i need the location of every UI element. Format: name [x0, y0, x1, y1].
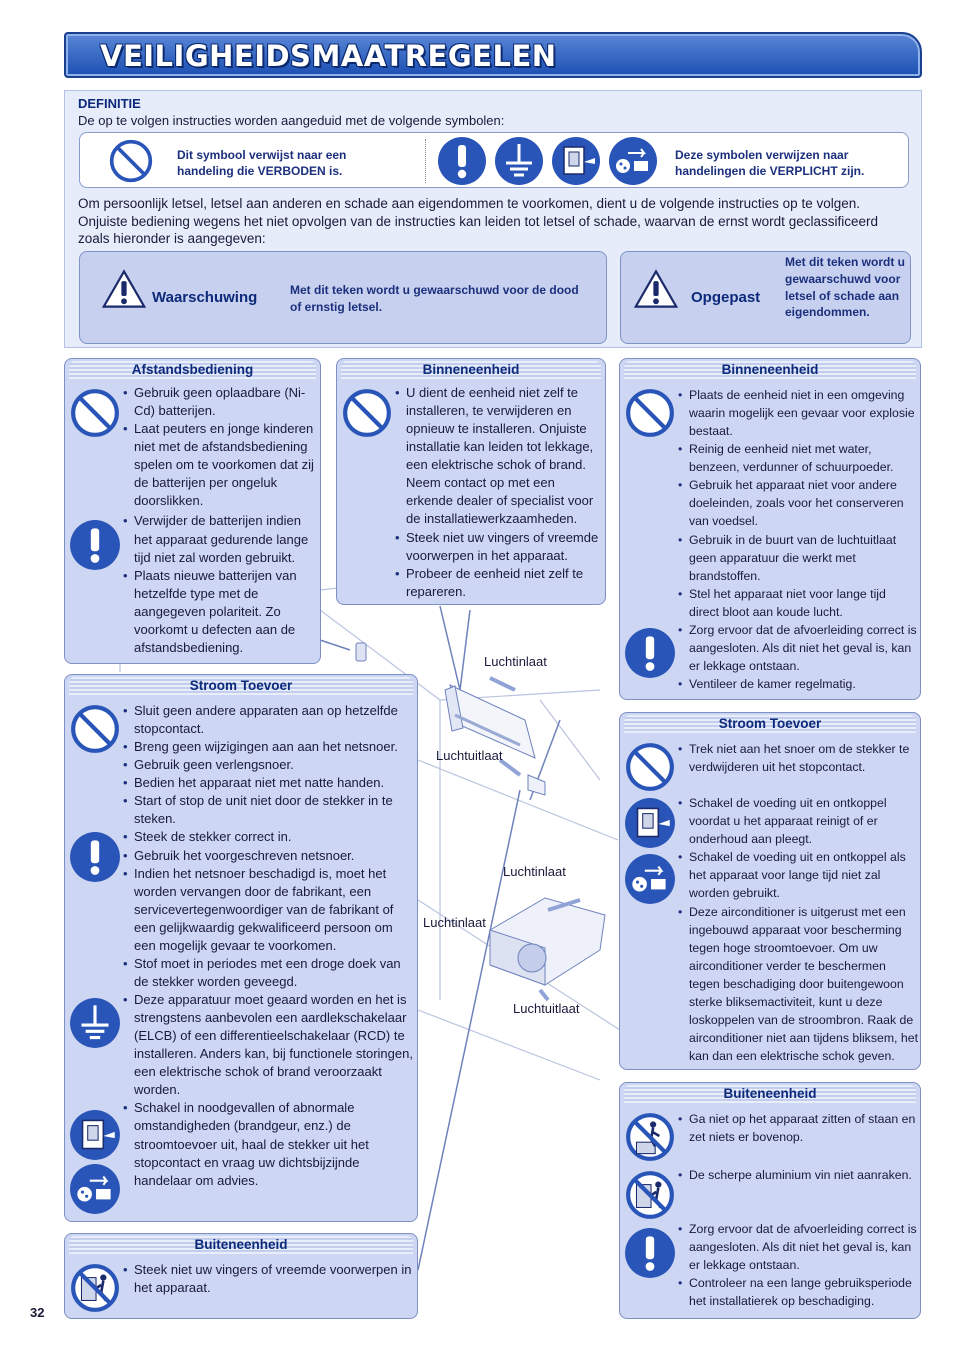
list-item: • Gebruik geen oplaadbare (Ni-Cd) batterijen.: [123, 384, 319, 420]
panel-remote-title: Afstandsbediening: [69, 361, 316, 379]
panel-power-right: [619, 712, 921, 1070]
label-luchtinlaat-1: Luchtinlaat: [484, 654, 547, 669]
panel-outdoor-left-title: Buiteneenheid: [69, 1236, 413, 1254]
warning-label: Waarschuwing: [152, 289, 258, 306]
panel-indoor-right-title: Binneneenheid: [624, 361, 916, 379]
unplug-icon: [624, 853, 676, 905]
panel-power-right-title: Stroom Toevoer: [624, 715, 916, 733]
list-item: • Ventileer de kamer regelmatig.: [678, 675, 918, 693]
list-item: • Probeer de eenheid niet zelf te repareren.: [395, 565, 603, 601]
list-item: • Gebruik in de buurt van de luchtuitlaat geen apparatuur die werkt met brandstoffen.: [678, 531, 918, 585]
prohibited-icon: [69, 387, 121, 439]
label-luchtinlaat-2: Luchtinlaat: [503, 864, 566, 879]
no-standing-icon: [624, 1111, 676, 1163]
no-hand-insertion-icon: [69, 1262, 121, 1314]
mandatory-icon: [69, 519, 121, 571]
prohibited-text: Dit symbool verwijst naar een handeling die VERBODEN is.: [177, 148, 347, 179]
list-item: • Steek de stekker correct in.: [123, 828, 413, 846]
page-number: 32: [30, 1305, 45, 1320]
switch-off-icon: [624, 797, 676, 849]
list-item: • Sluit geen andere apparaten aan op hetzelfde stopcontact.: [123, 702, 413, 738]
definition-intro: De op te volgen instructies worden aangeduid met de volgende symbolen:: [78, 113, 505, 128]
list-item: • U dient de eenheid niet zelf te installeren, te verwijderen en opnieuw te installeren. Onjuiste installatie kan leiden tot lekkage, een elektrische schok of brand. Neem contact op met een erkende dealer of specialist voor de installatiewerkzaamheden.: [395, 384, 603, 529]
list-item: • Schakel de voeding uit en ontkoppel voordat u het apparaat reinigt of er onderhoud aan pleegt.: [678, 794, 918, 848]
prohibited-icon: [341, 387, 393, 439]
list-item: • Deze airconditioner is uitgerust met een ingebouwd apparaat voor bescherming tegen hoge stroomtoevoer. Om uw airconditioner verder te beschermen tegen beschadiging door buitengewoon sterke bliksemactiviteit, kunt u deze loskoppelen van de stroombron. Raak de airconditioner niet aan tijdens bliksem, het kan dan een elektrische schok geven.: [678, 903, 918, 1066]
list-item: • Ga niet op het apparaat zitten of staan en zet niets er bovenop.: [678, 1110, 918, 1146]
prohibited-icon: [69, 703, 121, 755]
list-item: • De scherpe aluminium vin niet aanraken.: [678, 1166, 918, 1184]
panel-remote: [64, 358, 321, 664]
list-item: • Controleer na een lange gebruiksperiode het installatierek op beschadiging.: [678, 1274, 918, 1310]
list-item: • Gebruik het apparaat niet voor andere doeleinden, zoals voor het conserveren van voedsel.: [678, 476, 918, 530]
list-item: • Deze apparatuur moet geaard worden en het is strengstens aanbevolen een aardlekschakelaar (ELCB) of een differentieelschakelaar (RCD) te installeren. Anders kan, bij functionele storingen, een elektrische schok of brand veroorzaakt worden.: [123, 991, 413, 1099]
unplug-icon: [69, 1163, 121, 1215]
list-item: • Laat peuters en jonge kinderen niet met de afstandsbediening spelen om te voorkomen dat zij de batterijen per ongeluk doorslikken.: [123, 420, 319, 510]
panel-outdoor-right: [619, 1082, 921, 1319]
panel-indoor-middle-title: Binneneenheid: [341, 361, 601, 379]
list-item: • Zorg ervoor dat de afvoerleiding correct is aangesloten. Als dit niet het geval is, kan er lekkage ontstaan.: [678, 1220, 918, 1274]
list-item: • Gebruik het voorgeschreven netsnoer.: [123, 847, 413, 865]
mandatory-icon: [69, 831, 121, 883]
list-item: • Schakel de voeding uit en ontkoppel als het apparaat voor lange tijd niet zal worden gebruikt.: [678, 848, 918, 902]
list-item: • Verwijder de batterijen indien het apparaat gedurende lange tijd niet zal worden gebruikt.: [123, 512, 319, 566]
page-title: VEILIGHEIDSMAATREGELEN: [100, 39, 557, 73]
list-item: • Gebruik geen verlengsnoer.: [123, 756, 413, 774]
list-item: • Schakel in noodgevallen of abnormale omstandigheden (brandgeur, enz.) de stroomtoevoer uit, haal de stekker uit het stopcontact en vraag uw dichtsbijzijnde handelaar om advies.: [123, 1099, 413, 1189]
panel-power-left: [64, 674, 418, 1222]
list-item: • Stel het apparaat niet voor lange tijd direct bloot aan koude lucht.: [678, 585, 918, 621]
panel-outdoor-left: [64, 1233, 418, 1319]
prohibited-icon: [624, 741, 676, 793]
definition-heading: DEFINITIE: [78, 96, 141, 111]
panel-indoor-middle: [336, 358, 606, 605]
ground-icon: [69, 997, 121, 1049]
mandatory-icon: [624, 1227, 676, 1279]
list-item: • Start of stop de unit niet door de stekker in te steken.: [123, 792, 413, 828]
caution-label: Opgepast: [691, 289, 761, 306]
list-item: • Breng geen wijzigingen aan aan het netsnoer.: [123, 738, 413, 756]
label-luchtuitlaat-2: Luchtuitlaat: [513, 1001, 580, 1016]
no-touch-fin-icon: [624, 1169, 676, 1221]
label-luchtinlaat-3: Luchtinlaat: [423, 915, 486, 930]
panel-outdoor-right-title: Buiteneenheid: [624, 1085, 916, 1103]
label-luchtuitlaat-1: Luchtuitlaat: [436, 748, 503, 763]
list-item: • Indien het netsnoer beschadigd is, moet het worden vervangen door de fabrikant, een servicevertegenwoordiger van de fabrikant of een gelijkwaardig gekwalificeerd persoon om een mogelijk gevaar te voorkomen.: [123, 865, 413, 955]
panel-power-left-title: Stroom Toevoer: [69, 677, 413, 695]
caution-desc: Met dit teken wordt u gewaarschuwd voor letsel of schade aan eigendommen.: [785, 255, 905, 320]
mandatory-icon: [624, 627, 676, 679]
warning-desc: Met dit teken wordt u gewaarschuwd voor de dood of ernstig letsel.: [290, 283, 579, 314]
switch-off-icon: [69, 1109, 121, 1161]
outdoor-unit-illustration: [490, 898, 605, 1000]
list-item: • Reinig de eenheid niet met water, benzeen, verdunner of schuurpoeder.: [678, 440, 918, 476]
list-item: • Plaats de eenheid niet in een omgeving waarin mogelijk een gevaar voor explosie bestaat.: [678, 386, 918, 440]
list-item: • Plaats nieuwe batterijen van hetzelfde type met de aangegeven polariteit. Zo voorkomt u defecten aan de afstandsbediening.: [123, 567, 319, 657]
list-item: • Stof moet in periodes met een droge doek van de stekker worden geveegd.: [123, 955, 413, 991]
list-item: • Trek niet aan het snoer om de stekker te verdwijderen uit het stopcontact.: [678, 740, 918, 776]
definition-paragraph: Om persoonlijk letsel, letsel aan anderen en schade aan eigendommen te voorkomen, dient u de volgende instructies op te volgen. Onjuiste bediening wegens het niet opvolgen van de instructies kan leiden tot letsel of schade, waarvan de ernst wordt geclassificeerd zoals hieronder is aangegeven:: [78, 196, 878, 247]
list-item: • Steek niet uw vingers of vreemde voorwerpen in het apparaat.: [123, 1261, 413, 1297]
prohibited-icon: [624, 387, 676, 439]
list-item: • Steek niet uw vingers of vreemde voorwerpen in het apparaat.: [395, 529, 603, 565]
mandatory-text: Deze symbolen verwijzen naar handelingen die VERPLICHT zijn.: [675, 148, 865, 179]
panel-indoor-right: [619, 358, 921, 700]
list-item: • Zorg ervoor dat de afvoerleiding correct is aangesloten. Als dit niet het geval is, kan er lekkage ontstaan.: [678, 621, 918, 675]
list-item: • Bedien het apparaat niet met natte handen.: [123, 774, 413, 792]
